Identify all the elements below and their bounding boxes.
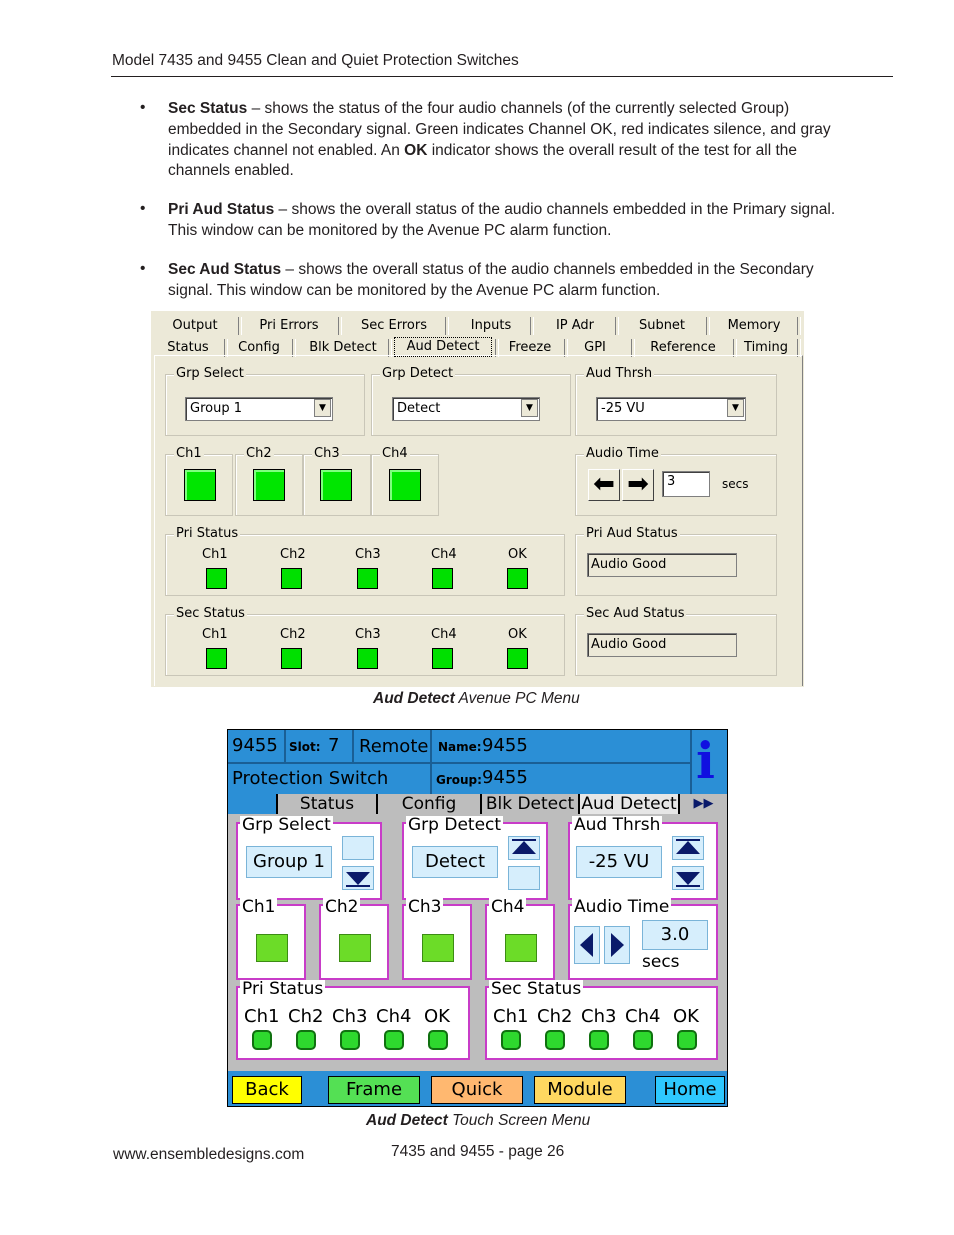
touch-aud-thrsh-value[interactable]: -25 VU <box>576 846 662 878</box>
pri-aud-status-group <box>575 526 777 596</box>
header-divider <box>690 730 692 794</box>
pri-ch3-label: Ch3 <box>355 547 381 562</box>
touch-grp-select-value[interactable]: Group 1 <box>246 846 332 878</box>
bullet-term-ok: OK <box>404 141 428 159</box>
bullet-term: Pri Aud Status <box>168 201 275 218</box>
caption-bold: Aud Detect <box>373 690 455 707</box>
bullet-marker: • <box>140 260 146 277</box>
audio-time-label: Audio Time <box>586 446 659 461</box>
sec-ch4-indicator <box>432 648 453 669</box>
touch-sec-status <box>485 979 718 1060</box>
aud-thrsh-dropdown[interactable] <box>596 397 746 421</box>
ch4-group <box>371 446 439 516</box>
ch2-status-indicator <box>253 469 285 501</box>
bullet-text: – shows the overall status of the audio channels embedded in the Secondary signal. This window can be monitored by the Avenue PC alarm function. <box>168 261 814 299</box>
aud-thrsh-value: -25 VU <box>601 401 645 416</box>
touch-pri-ch2-label: Ch2 <box>288 1006 324 1027</box>
touch-aud-thrsh <box>568 815 718 900</box>
grp-select-value: Group 1 <box>190 401 242 416</box>
tab-config[interactable]: Config <box>238 340 280 355</box>
touch-audio-time-unit: secs <box>642 952 680 972</box>
more-tabs-arrow-icon[interactable]: ▶▶ <box>678 794 727 814</box>
touch-ch3-indicator <box>422 934 454 962</box>
bullet-term: Sec Aud Status <box>168 261 282 278</box>
touch-ch4-indicator <box>505 934 537 962</box>
pri-ch2-label: Ch2 <box>280 547 306 562</box>
touch-grp-detect-label: Grp Detect <box>408 815 502 835</box>
bullet-marker: • <box>140 99 146 116</box>
touch-ch4 <box>485 897 555 980</box>
ch1-group <box>165 446 233 516</box>
touch-grp-select-label: Grp Select <box>242 815 331 835</box>
grp-select-label: Grp Select <box>176 366 244 381</box>
touch-tab-blk-detect[interactable]: Blk Detect <box>480 794 578 814</box>
sec-ch3-label: Ch3 <box>355 627 381 642</box>
ch3-status-indicator <box>320 469 352 501</box>
touch-audio-time-increase-button[interactable] <box>604 926 630 964</box>
sec-ch2-indicator <box>281 648 302 669</box>
touch-sec-ch3-label: Ch3 <box>581 1006 617 1027</box>
touch-sec-ch1-label: Ch1 <box>493 1006 529 1027</box>
home-button[interactable]: Home <box>655 1076 725 1104</box>
bullet-text: – shows the status of the four audio channels (of the currently selected Group) embedded in the Secondary signal. Green indicates Channel OK, red indicates silence, and gray indicates channel not enabled. An <box>168 100 831 159</box>
touch-pri-ch4-indicator <box>384 1030 404 1050</box>
bullet-pri-aud-status <box>168 200 838 242</box>
tab-separator <box>238 317 242 335</box>
tab-separator <box>706 317 710 335</box>
touch-sec-ch4-label: Ch4 <box>625 1006 661 1027</box>
frame-button[interactable]: Frame <box>328 1076 420 1104</box>
touch-pri-ch4-label: Ch4 <box>376 1006 412 1027</box>
touch-tab-config[interactable]: Config <box>376 794 480 814</box>
bullet-marker: • <box>140 200 146 217</box>
bullet-text: – shows the overall status of the audio channels embedded in the Primary signal. This window can be monitored by the Avenue PC alarm function. <box>168 201 836 239</box>
down-arrow-icon <box>673 867 703 889</box>
name-value: 9455 <box>482 735 528 756</box>
touch-ch2 <box>319 897 389 980</box>
touch-audio-time-value[interactable]: 3.0 <box>642 920 708 950</box>
pri-status-group <box>165 526 565 596</box>
tab-output[interactable]: Output <box>172 318 218 333</box>
tab-inputs[interactable]: Inputs <box>470 318 512 333</box>
touch-sec-ch1-indicator <box>501 1030 521 1050</box>
up-arrow-icon <box>509 837 539 859</box>
pri-ch4-indicator <box>432 568 453 589</box>
touch-audio-time-decrease-button[interactable] <box>574 926 600 964</box>
left-arrow-icon <box>575 927 599 963</box>
page-header: Model 7435 and 9455 Clean and Quiet Protection Switches <box>112 52 519 69</box>
touch-sec-status-label: Sec Status <box>491 979 582 999</box>
footer-website[interactable]: www.ensembledesigns.com <box>113 1146 305 1163</box>
touch-pri-ch2-indicator <box>296 1030 316 1050</box>
caption-pc-menu <box>373 690 580 708</box>
caption-rest: Avenue PC Menu <box>454 690 580 707</box>
grp-detect-dropdown[interactable] <box>392 397 540 421</box>
touch-ch4-label: Ch4 <box>491 897 525 917</box>
avenue-pc-menu <box>151 311 804 687</box>
touch-ch2-label: Ch2 <box>325 897 359 917</box>
sec-ch1-indicator <box>206 648 227 669</box>
touch-sec-ch4-indicator <box>633 1030 653 1050</box>
tab-pri-errors[interactable]: Pri Errors <box>259 318 319 333</box>
ch3-label: Ch3 <box>314 446 340 461</box>
sec-aud-status-value: Audio Good <box>591 637 667 652</box>
group-label: Group: <box>436 773 482 787</box>
tab-separator <box>615 317 619 335</box>
grp-detect-label: Grp Detect <box>382 366 454 381</box>
slot-value: 7 <box>328 735 340 756</box>
touch-ch3 <box>402 897 472 980</box>
touch-grp-select <box>236 815 382 900</box>
sec-status-label: Sec Status <box>176 606 245 621</box>
sec-ch2-label: Ch2 <box>280 627 306 642</box>
header-divider <box>352 730 354 762</box>
grp-select-group <box>165 366 365 436</box>
sec-status-group <box>165 606 565 676</box>
touch-grp-detect-value[interactable]: Detect <box>412 846 498 878</box>
touch-aud-thrsh-up-button[interactable] <box>672 836 704 860</box>
aud-thrsh-label: Aud Thrsh <box>586 366 653 381</box>
module-button[interactable]: Module <box>534 1076 626 1104</box>
touch-aud-thrsh-label: Aud Thrsh <box>574 815 661 835</box>
sec-ch1-label: Ch1 <box>202 627 228 642</box>
grp-select-dropdown[interactable] <box>185 397 333 421</box>
ch3-group <box>303 446 371 516</box>
tab-sec-errors[interactable]: Sec Errors <box>361 318 427 333</box>
down-arrow-icon <box>343 867 373 889</box>
grp-detect-value: Detect <box>397 401 441 416</box>
bullet-text-2: indicator shows the overall result of the test for all the channels enabled. <box>168 141 797 180</box>
pri-ch2-indicator <box>281 568 302 589</box>
tab-ip-adr[interactable]: IP Adr <box>555 318 595 333</box>
pri-ok-label: OK <box>508 547 527 562</box>
tab-timing[interactable]: Timing <box>744 340 788 355</box>
device-title: Protection Switch <box>232 768 389 789</box>
pri-aud-status-field <box>587 553 737 577</box>
touch-sec-ch3-indicator <box>589 1030 609 1050</box>
audio-time-value: 3 <box>667 474 676 489</box>
right-arrow-icon <box>605 927 629 963</box>
touch-pri-ch1-label: Ch1 <box>244 1006 280 1027</box>
bullet-term: Sec Status <box>168 100 248 117</box>
bullet-sec-status <box>168 99 838 182</box>
sec-ok-indicator <box>507 648 528 669</box>
quick-button[interactable]: Quick <box>431 1076 523 1104</box>
pri-ch1-indicator <box>206 568 227 589</box>
ch1-status-indicator <box>184 469 216 501</box>
dropdown-arrow-icon[interactable]: ▼ <box>314 399 331 417</box>
touch-grp-select-down-button[interactable] <box>342 866 374 890</box>
caption-rest: Touch Screen Menu <box>447 1112 591 1129</box>
aud-thrsh-group <box>575 366 777 436</box>
up-arrow-icon <box>673 837 703 859</box>
audio-time-group <box>575 446 777 516</box>
tab-separator <box>797 317 801 335</box>
sec-ch3-indicator <box>357 648 378 669</box>
decrease-arrow-icon[interactable]: ⬅ <box>588 469 620 501</box>
touch-pri-ok-label: OK <box>424 1006 450 1027</box>
touch-aud-thrsh-down-button[interactable] <box>672 866 704 890</box>
ch4-label: Ch4 <box>382 446 408 461</box>
pri-ch4-label: Ch4 <box>431 547 457 562</box>
pri-aud-status-value: Audio Good <box>591 557 667 572</box>
pri-ch3-indicator <box>357 568 378 589</box>
sec-aud-status-group <box>575 606 777 676</box>
ch2-label: Ch2 <box>246 446 272 461</box>
touch-ch1-indicator <box>256 934 288 962</box>
caption-bold: Aud Detect <box>366 1112 448 1129</box>
group-value: 9455 <box>482 767 528 788</box>
grp-detect-group <box>371 366 571 436</box>
ch1-label: Ch1 <box>176 446 202 461</box>
ch4-status-indicator <box>389 469 421 501</box>
touch-tab-status[interactable]: Status <box>276 794 376 814</box>
tab-separator <box>530 317 534 335</box>
header-divider <box>284 730 286 762</box>
touch-sec-ch2-label: Ch2 <box>537 1006 573 1027</box>
footer-page-number: 7435 and 9455 - page 26 <box>391 1143 565 1160</box>
audio-time-unit: secs <box>722 477 749 491</box>
sec-aud-status-field <box>587 633 737 657</box>
tab-subnet[interactable]: Subnet <box>638 318 686 333</box>
tab-separator <box>445 317 449 335</box>
tab-status[interactable]: Status <box>167 340 209 355</box>
sec-aud-status-label: Sec Aud Status <box>586 606 685 621</box>
tab-aud-detect[interactable]: Aud Detect <box>394 337 492 357</box>
touch-sec-ok-label: OK <box>673 1006 699 1027</box>
mode-label: Remote <box>359 736 429 757</box>
pri-ch1-label: Ch1 <box>202 547 228 562</box>
pri-status-label: Pri Status <box>176 526 239 541</box>
touch-ch3-label: Ch3 <box>408 897 442 917</box>
touch-pri-ch3-indicator <box>340 1030 360 1050</box>
touch-grp-detect-down-button[interactable] <box>508 866 540 890</box>
pri-aud-status-label: Pri Aud Status <box>586 526 678 541</box>
name-label: Name: <box>438 740 482 754</box>
info-icon[interactable]: i <box>696 731 715 790</box>
touch-tab-aud-detect[interactable]: Aud Detect <box>578 794 678 814</box>
dropdown-arrow-icon[interactable]: ▼ <box>521 399 538 417</box>
audio-time-input[interactable] <box>662 471 710 497</box>
dropdown-arrow-icon[interactable]: ▼ <box>727 399 744 417</box>
increase-arrow-icon[interactable]: ➡ <box>622 469 654 501</box>
touch-grp-detect <box>402 815 548 900</box>
touch-pri-ok-indicator <box>428 1030 448 1050</box>
slot-label: Slot: <box>289 740 321 754</box>
tab-freeze[interactable]: Freeze <box>508 340 552 355</box>
header-rule <box>111 76 893 77</box>
touch-sec-ch2-indicator <box>545 1030 565 1050</box>
sec-ch4-label: Ch4 <box>431 627 457 642</box>
touch-sec-ok-indicator <box>677 1030 697 1050</box>
touch-ch1-label: Ch1 <box>242 897 276 917</box>
touch-pri-ch3-label: Ch3 <box>332 1006 368 1027</box>
ch2-group <box>235 446 303 516</box>
bullet-sec-aud-status <box>168 260 838 302</box>
touch-grp-detect-up-button[interactable] <box>508 836 540 860</box>
header-divider <box>228 762 690 764</box>
touch-pri-ch1-indicator <box>252 1030 272 1050</box>
tab-separator <box>338 317 342 335</box>
touch-audio-time <box>568 897 718 980</box>
touch-pri-status-label: Pri Status <box>242 979 324 999</box>
tab-reference[interactable]: Reference <box>650 340 716 355</box>
touch-ch2-indicator <box>339 934 371 962</box>
touch-grp-select-up-button[interactable] <box>342 836 374 860</box>
pri-ok-indicator <box>507 568 528 589</box>
caption-touch-menu <box>366 1112 590 1130</box>
touch-screen-menu <box>227 729 728 1107</box>
back-button[interactable]: Back <box>232 1076 302 1104</box>
touch-audio-time-label: Audio Time <box>574 897 670 917</box>
touch-ch1 <box>236 897 306 980</box>
tab-gpi[interactable]: GPI <box>584 340 606 355</box>
model-number: 9455 <box>232 735 278 756</box>
sec-ok-label: OK <box>508 627 527 642</box>
tab-blk-detect[interactable]: Blk Detect <box>309 340 377 355</box>
tab-memory[interactable]: Memory <box>727 318 781 333</box>
touch-pri-status <box>236 979 470 1060</box>
